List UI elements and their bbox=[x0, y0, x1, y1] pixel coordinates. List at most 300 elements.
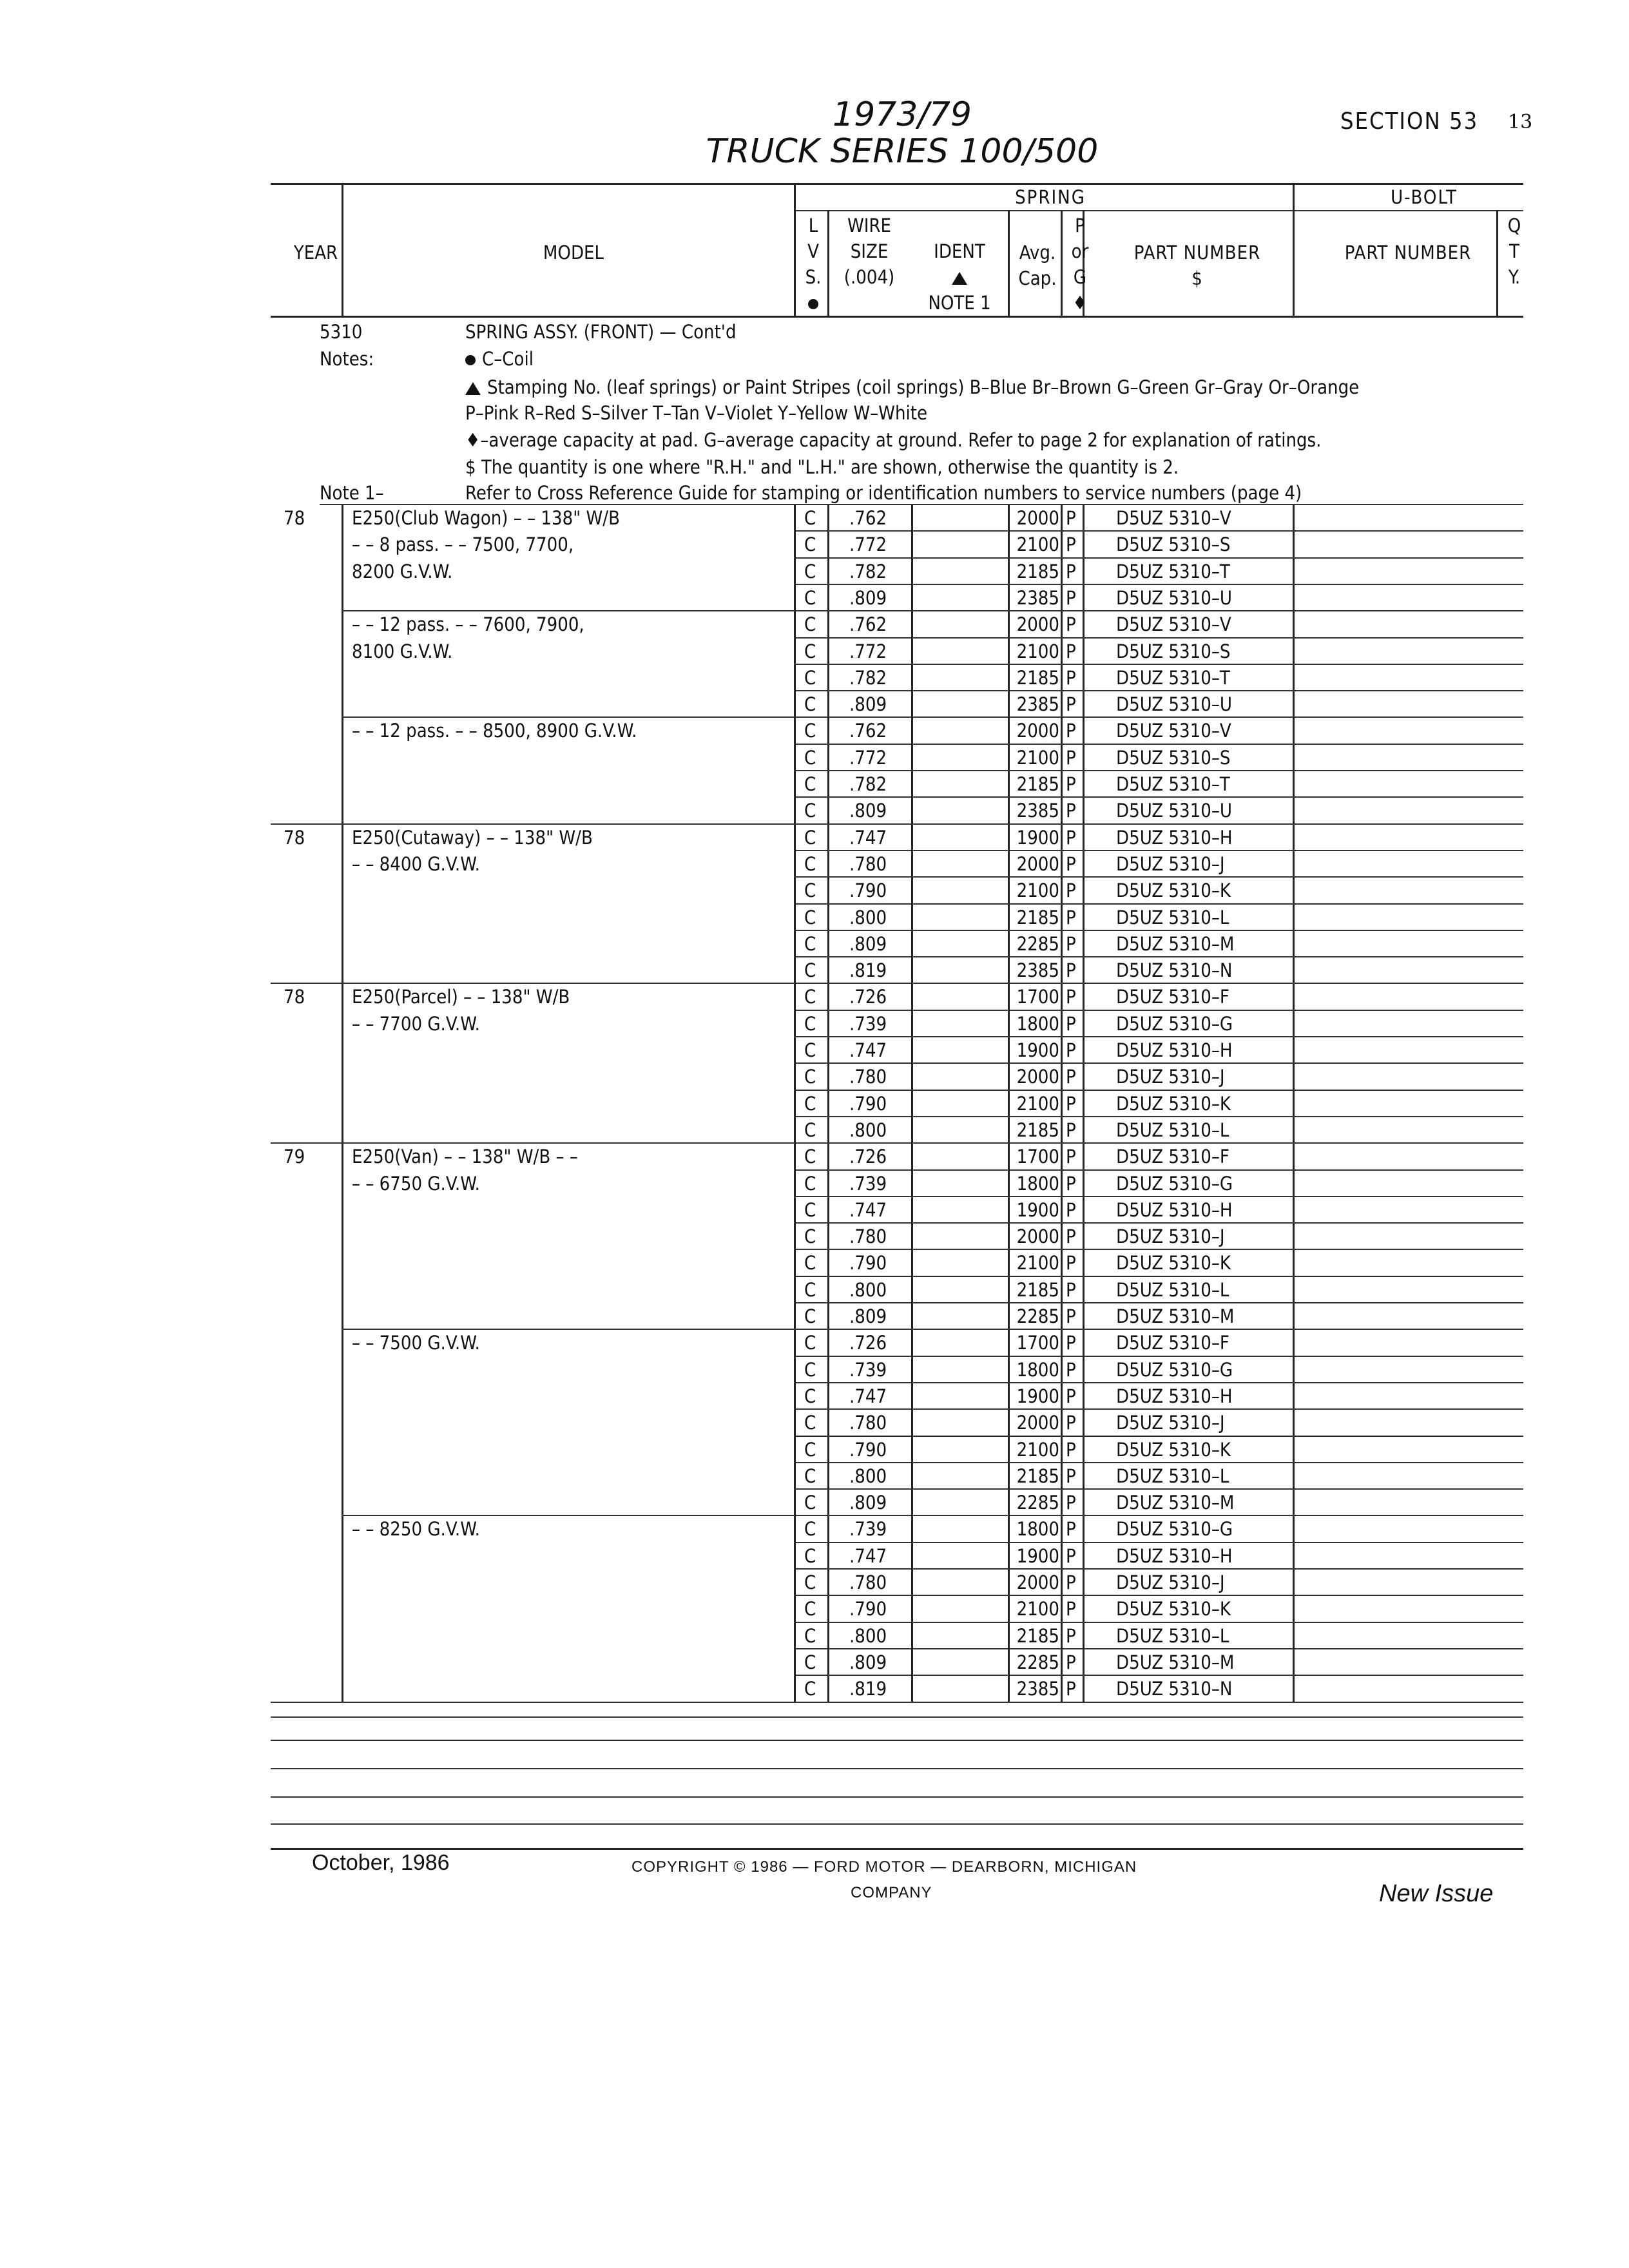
group-model-line: – – 8250 G.V.W. bbox=[352, 1518, 480, 1541]
row-avg-cap: 2385 bbox=[1016, 959, 1059, 982]
row-spring-part-number: D5UZ 5310–V bbox=[1116, 720, 1231, 742]
row-wire-size: .762 bbox=[849, 720, 887, 742]
body-model-lvs-divider bbox=[794, 505, 796, 1703]
row-wire-size: .747 bbox=[849, 1385, 887, 1407]
row-wire-size: .780 bbox=[849, 1066, 887, 1088]
row-spring-part-number: D5UZ 5310–K bbox=[1116, 1252, 1231, 1274]
group-year: 79 bbox=[284, 1146, 305, 1168]
group-model-line: E250(Van) – – 138" W/B – – bbox=[352, 1146, 578, 1168]
row-spring-part-number: D5UZ 5310–K bbox=[1116, 879, 1231, 902]
row-spring-part-number: D5UZ 5310–M bbox=[1116, 1492, 1235, 1514]
row-p-or-g: P bbox=[1066, 852, 1076, 875]
row-spring-part-number: D5UZ 5310–H bbox=[1116, 1039, 1233, 1061]
group-model-line: – – 12 pass. – – 8500, 8900 G.V.W. bbox=[352, 720, 637, 742]
row-lvs: C bbox=[804, 693, 816, 716]
row-avg-cap: 1900 bbox=[1016, 1198, 1059, 1221]
group-model-line: – – 7700 G.V.W. bbox=[352, 1012, 480, 1035]
col-header-p-or-g bbox=[1067, 213, 1093, 316]
row-spring-part-number: D5UZ 5310–H bbox=[1116, 1385, 1233, 1407]
row-spring-part-number: D5UZ 5310–H bbox=[1116, 1544, 1233, 1567]
note-colors: P–Pink R–Red S–Silver T–Tan V–Violet Y–Yellow W–White bbox=[465, 402, 928, 424]
row-lvs: C bbox=[804, 1066, 816, 1088]
row-wire-size: .726 bbox=[849, 986, 887, 1008]
row-p-or-g: P bbox=[1066, 1412, 1076, 1434]
row-p-or-g: P bbox=[1066, 1598, 1076, 1620]
row-p-or-g: P bbox=[1066, 959, 1076, 982]
row-p-or-g: P bbox=[1066, 1385, 1076, 1407]
row-avg-cap: 2100 bbox=[1016, 1092, 1059, 1115]
row-spring-part-number: D5UZ 5310–S bbox=[1116, 746, 1231, 769]
document-title-series: TRUCK SERIES 100/500 bbox=[706, 132, 1099, 171]
row-p-or-g: P bbox=[1066, 1225, 1076, 1248]
row-lvs: C bbox=[804, 720, 816, 742]
diamond-icon: ♦ bbox=[1072, 292, 1088, 314]
row-spring-part-number: D5UZ 5310–H bbox=[1116, 826, 1233, 849]
row-avg-cap: 1900 bbox=[1016, 1544, 1059, 1567]
row-wire-size: .790 bbox=[849, 1092, 887, 1115]
row-avg-cap: 2185 bbox=[1016, 1278, 1059, 1301]
wire-line-3: (.004) bbox=[843, 266, 895, 288]
row-p-or-g: P bbox=[1066, 879, 1076, 902]
footer-rule bbox=[271, 1848, 1523, 1850]
row-spring-part-number: D5UZ 5310–N bbox=[1116, 959, 1233, 982]
row-lvs: C bbox=[804, 1544, 816, 1567]
footer-company: COMPANY bbox=[851, 1884, 932, 1901]
row-avg-cap: 2185 bbox=[1016, 906, 1059, 928]
row-wire-size: .772 bbox=[849, 746, 887, 769]
row-p-or-g: P bbox=[1066, 560, 1076, 582]
row-avg-cap: 2000 bbox=[1016, 507, 1059, 529]
row-avg-cap: 1700 bbox=[1016, 1332, 1059, 1354]
row-wire-size: .747 bbox=[849, 1198, 887, 1221]
qty-line-2: T bbox=[1509, 240, 1519, 262]
row-lvs: C bbox=[804, 1172, 816, 1195]
ident-line-1: IDENT bbox=[934, 240, 985, 262]
row-p-or-g: P bbox=[1066, 1571, 1076, 1593]
row-wire-size: .747 bbox=[849, 826, 887, 849]
stamping-triangle-icon bbox=[911, 264, 1008, 290]
row-spring-part-number: D5UZ 5310–F bbox=[1116, 1146, 1229, 1168]
row-lvs: C bbox=[804, 800, 816, 822]
row-wire-size: .780 bbox=[849, 1225, 887, 1248]
row-avg-cap: 1900 bbox=[1016, 1385, 1059, 1407]
row-lvs: C bbox=[804, 959, 816, 982]
row-wire-size: .809 bbox=[849, 932, 887, 955]
row-avg-cap: 2100 bbox=[1016, 746, 1059, 769]
row-wire-size: .747 bbox=[849, 1039, 887, 1061]
row-spring-part-number: D5UZ 5310–T bbox=[1116, 773, 1230, 795]
row-wire-size: .739 bbox=[849, 1358, 887, 1381]
row-spring-part-number: D5UZ 5310–V bbox=[1116, 507, 1231, 529]
row-p-or-g: P bbox=[1066, 613, 1076, 636]
row-spring-part-number: D5UZ 5310–U bbox=[1116, 693, 1232, 716]
group-code: 5310 bbox=[320, 321, 363, 343]
row-p-or-g: P bbox=[1066, 586, 1076, 609]
body-bottom-rule bbox=[271, 1702, 794, 1703]
row-lvs: C bbox=[804, 1305, 816, 1327]
page-number: 13 bbox=[1508, 111, 1533, 133]
col-header-ubolt: U-BOLT bbox=[1391, 186, 1458, 208]
group-model-line: E250(Cutaway) – – 138" W/B bbox=[352, 826, 593, 849]
ident-line-3: NOTE 1 bbox=[928, 292, 991, 314]
row-wire-size: .800 bbox=[849, 1624, 887, 1647]
row-spring-part-number: D5UZ 5310–G bbox=[1116, 1518, 1233, 1541]
col-header-ubolt-part: PART NUMBER bbox=[1344, 242, 1472, 264]
row-p-or-g: P bbox=[1066, 1119, 1076, 1141]
row-spring-part-number: D5UZ 5310–L bbox=[1116, 1278, 1229, 1301]
row-lvs: C bbox=[804, 932, 816, 955]
lvs-line-1: L bbox=[808, 215, 818, 236]
note-capacity: ♦–average capacity at pad. G–average capacity at ground. Refer to page 2 for explanation of ratings. bbox=[465, 429, 1322, 451]
row-wire-size: .800 bbox=[849, 1278, 887, 1301]
spring-part-line-2: $ bbox=[1191, 267, 1203, 289]
note1-text: Refer to Cross Reference Guide for stamping or identification numbers to service numbers (page 4) bbox=[465, 482, 1302, 504]
row-wire-size: .809 bbox=[849, 1305, 887, 1327]
row-lvs: C bbox=[804, 533, 816, 556]
row-lvs: C bbox=[804, 1012, 816, 1035]
row-lvs: C bbox=[804, 560, 816, 582]
row-lvs: C bbox=[804, 986, 816, 1008]
row-lvs: C bbox=[804, 507, 816, 529]
row-spring-part-number: D5UZ 5310–M bbox=[1116, 932, 1235, 955]
blank-line bbox=[271, 1768, 1523, 1769]
row-wire-size: .809 bbox=[849, 693, 887, 716]
row-lvs: C bbox=[804, 1385, 816, 1407]
blank-line bbox=[271, 1823, 1523, 1825]
row-p-or-g: P bbox=[1066, 1305, 1076, 1327]
col-header-spring: SPRING bbox=[1015, 186, 1086, 208]
note-stamping-text: Stamping No. (leaf springs) or Paint Stripes (coil springs) B–Blue Br–Brown G–Green Gr–Gray Or–Orange bbox=[487, 376, 1360, 398]
row-p-or-g: P bbox=[1066, 1172, 1076, 1195]
row-spring-part-number: D5UZ 5310–F bbox=[1116, 1332, 1229, 1354]
row-spring-part-number: D5UZ 5310–M bbox=[1116, 1305, 1235, 1327]
row-avg-cap: 2100 bbox=[1016, 1438, 1059, 1461]
row-avg-cap: 2000 bbox=[1016, 1571, 1059, 1593]
row-p-or-g: P bbox=[1066, 1544, 1076, 1567]
col-header-qty bbox=[1501, 213, 1527, 290]
row-p-or-g: P bbox=[1066, 1278, 1076, 1301]
wire-line-1: WIRE bbox=[847, 215, 892, 236]
group-year: 78 bbox=[284, 986, 305, 1008]
row-spring-part-number: D5UZ 5310–V bbox=[1116, 613, 1231, 636]
row-wire-size: .819 bbox=[849, 959, 887, 982]
coil-bullet-icon bbox=[799, 290, 827, 316]
row-p-or-g: P bbox=[1066, 1651, 1076, 1673]
avg-line-2: Cap. bbox=[1018, 267, 1057, 289]
row-avg-cap: 2000 bbox=[1016, 1225, 1059, 1248]
row-avg-cap: 2100 bbox=[1016, 879, 1059, 902]
row-p-or-g: P bbox=[1066, 1012, 1076, 1035]
row-p-or-g: P bbox=[1066, 932, 1076, 955]
header-sub-rule bbox=[794, 210, 1523, 211]
row-p-or-g: P bbox=[1066, 1518, 1076, 1541]
row-p-or-g: P bbox=[1066, 1066, 1076, 1088]
body-wire-ident-divider bbox=[911, 505, 913, 1703]
row-spring-part-number: D5UZ 5310–U bbox=[1116, 800, 1232, 822]
row-avg-cap: 2000 bbox=[1016, 613, 1059, 636]
row-wire-size: .780 bbox=[849, 852, 887, 875]
row-wire-size: .800 bbox=[849, 906, 887, 928]
row-avg-cap: 2100 bbox=[1016, 640, 1059, 662]
header-bottom-rule bbox=[271, 316, 1523, 318]
row-lvs: C bbox=[804, 1039, 816, 1061]
row-wire-size: .726 bbox=[849, 1332, 887, 1354]
row-avg-cap: 2185 bbox=[1016, 1624, 1059, 1647]
row-wire-size: .747 bbox=[849, 1544, 887, 1567]
row-avg-cap: 1900 bbox=[1016, 826, 1059, 849]
row-spring-part-number: D5UZ 5310–T bbox=[1116, 666, 1230, 689]
row-spring-part-number: D5UZ 5310–J bbox=[1116, 1571, 1225, 1593]
row-spring-part-number: D5UZ 5310–U bbox=[1116, 586, 1232, 609]
row-wire-size: .726 bbox=[849, 1146, 887, 1168]
row-wire-size: .800 bbox=[849, 1465, 887, 1487]
row-avg-cap: 2285 bbox=[1016, 1651, 1059, 1673]
row-avg-cap: 2100 bbox=[1016, 1598, 1059, 1620]
row-lvs: C bbox=[804, 852, 816, 875]
group-year: 78 bbox=[284, 507, 305, 529]
row-lvs: C bbox=[804, 1358, 816, 1381]
qty-line-1: Q bbox=[1507, 215, 1521, 236]
row-p-or-g: P bbox=[1066, 1438, 1076, 1461]
row-wire-size: .800 bbox=[849, 1119, 887, 1141]
row-wire-size: .772 bbox=[849, 533, 887, 556]
footer-copyright: COPYRIGHT © 1986 — FORD MOTOR — DEARBORN, MICHIGAN bbox=[631, 1858, 1137, 1876]
row-wire-size: .782 bbox=[849, 773, 887, 795]
body-part-ubolt-divider bbox=[1293, 505, 1295, 1703]
row-spring-part-number: D5UZ 5310–K bbox=[1116, 1598, 1231, 1620]
row-spring-part-number: D5UZ 5310–K bbox=[1116, 1092, 1231, 1115]
group-model-line: – – 8 pass. – – 7500, 7700, bbox=[352, 533, 574, 556]
row-spring-part-number: D5UZ 5310–J bbox=[1116, 1412, 1225, 1434]
note1-label: Note 1– bbox=[320, 482, 384, 504]
body-cap-pg-divider bbox=[1061, 505, 1063, 1703]
row-p-or-g: P bbox=[1066, 1358, 1076, 1381]
row-p-or-g: P bbox=[1066, 1252, 1076, 1274]
row-avg-cap: 1800 bbox=[1016, 1518, 1059, 1541]
row-avg-cap: 2000 bbox=[1016, 1412, 1059, 1434]
body-year-model-divider bbox=[342, 505, 343, 1703]
group-model-line: 8100 G.V.W. bbox=[352, 640, 453, 662]
col-header-ident bbox=[911, 238, 1008, 316]
row-wire-size: .739 bbox=[849, 1518, 887, 1541]
group-model-line: E250(Club Wagon) – – 138" W/B bbox=[352, 507, 620, 529]
row-wire-size: .762 bbox=[849, 613, 887, 636]
row-p-or-g: P bbox=[1066, 746, 1076, 769]
row-lvs: C bbox=[804, 1624, 816, 1647]
row-spring-part-number: D5UZ 5310–N bbox=[1116, 1678, 1233, 1700]
row-lvs: C bbox=[804, 586, 816, 609]
row-p-or-g: P bbox=[1066, 533, 1076, 556]
row-avg-cap: 2385 bbox=[1016, 693, 1059, 716]
row-p-or-g: P bbox=[1066, 1198, 1076, 1221]
row-wire-size: .762 bbox=[849, 507, 887, 529]
row-lvs: C bbox=[804, 826, 816, 849]
note-coil-text: C–Coil bbox=[482, 348, 534, 370]
row-rule bbox=[794, 1702, 1523, 1703]
row-avg-cap: 2185 bbox=[1016, 560, 1059, 582]
row-wire-size: .809 bbox=[849, 800, 887, 822]
row-p-or-g: P bbox=[1066, 507, 1076, 529]
row-lvs: C bbox=[804, 1438, 816, 1461]
row-spring-part-number: D5UZ 5310–S bbox=[1116, 640, 1231, 662]
group-year: 78 bbox=[284, 826, 305, 849]
row-wire-size: .809 bbox=[849, 1651, 887, 1673]
row-avg-cap: 2185 bbox=[1016, 1465, 1059, 1487]
row-lvs: C bbox=[804, 1465, 816, 1487]
group-title: SPRING ASSY. (FRONT) — Cont'd bbox=[465, 321, 737, 343]
row-avg-cap: 2385 bbox=[1016, 1678, 1059, 1700]
row-lvs: C bbox=[804, 1225, 816, 1248]
row-lvs: C bbox=[804, 1518, 816, 1541]
note-quantity: $ The quantity is one where "R.H." and "L.H." are shown, otherwise the quantity is 2. bbox=[465, 456, 1179, 478]
section-label: SECTION 53 bbox=[1340, 108, 1479, 135]
row-spring-part-number: D5UZ 5310–L bbox=[1116, 1465, 1229, 1487]
row-lvs: C bbox=[804, 1278, 816, 1301]
row-p-or-g: P bbox=[1066, 986, 1076, 1008]
row-avg-cap: 2000 bbox=[1016, 720, 1059, 742]
row-wire-size: .790 bbox=[849, 1438, 887, 1461]
row-wire-size: .782 bbox=[849, 560, 887, 582]
row-avg-cap: 2385 bbox=[1016, 800, 1059, 822]
stamping-triangle-icon bbox=[465, 382, 481, 395]
blank-line bbox=[271, 1796, 1523, 1798]
row-p-or-g: P bbox=[1066, 826, 1076, 849]
body-pg-part-divider bbox=[1083, 505, 1084, 1703]
row-avg-cap: 2285 bbox=[1016, 1305, 1059, 1327]
lvs-line-3: S. bbox=[805, 266, 822, 288]
row-p-or-g: P bbox=[1066, 1678, 1076, 1700]
row-lvs: C bbox=[804, 1332, 816, 1354]
row-avg-cap: 1700 bbox=[1016, 986, 1059, 1008]
row-spring-part-number: D5UZ 5310–G bbox=[1116, 1172, 1233, 1195]
row-p-or-g: P bbox=[1066, 720, 1076, 742]
row-lvs: C bbox=[804, 1198, 816, 1221]
row-lvs: C bbox=[804, 906, 816, 928]
row-spring-part-number: D5UZ 5310–J bbox=[1116, 852, 1225, 875]
porg-line-1: P bbox=[1075, 215, 1085, 236]
row-avg-cap: 1800 bbox=[1016, 1358, 1059, 1381]
row-avg-cap: 2385 bbox=[1016, 586, 1059, 609]
row-lvs: C bbox=[804, 1252, 816, 1274]
wire-line-2: SIZE bbox=[850, 240, 889, 262]
row-lvs: C bbox=[804, 746, 816, 769]
row-avg-cap: 2185 bbox=[1016, 773, 1059, 795]
porg-line-3: G bbox=[1073, 266, 1087, 288]
note-coil bbox=[465, 345, 534, 372]
row-avg-cap: 1900 bbox=[1016, 1039, 1059, 1061]
row-p-or-g: P bbox=[1066, 666, 1076, 689]
col-header-year: YEAR bbox=[293, 242, 338, 264]
row-lvs: C bbox=[804, 1146, 816, 1168]
row-p-or-g: P bbox=[1066, 1092, 1076, 1115]
blank-line bbox=[271, 1740, 1523, 1741]
row-spring-part-number: D5UZ 5310–L bbox=[1116, 1119, 1229, 1141]
row-p-or-g: P bbox=[1066, 906, 1076, 928]
row-avg-cap: 2000 bbox=[1016, 852, 1059, 875]
porg-line-2: or bbox=[1071, 240, 1089, 262]
row-lvs: C bbox=[804, 1492, 816, 1514]
row-spring-part-number: D5UZ 5310–H bbox=[1116, 1198, 1233, 1221]
row-spring-part-number: D5UZ 5310–M bbox=[1116, 1651, 1235, 1673]
group-model-line: – – 12 pass. – – 7600, 7900, bbox=[352, 613, 584, 636]
spring-part-line-1: PART NUMBER bbox=[1133, 242, 1261, 264]
row-lvs: C bbox=[804, 1571, 816, 1593]
row-avg-cap: 2000 bbox=[1016, 1066, 1059, 1088]
col-header-lvs bbox=[799, 213, 827, 316]
row-lvs: C bbox=[804, 1678, 816, 1700]
coil-bullet-icon bbox=[465, 355, 476, 365]
body-lvs-wire-divider bbox=[827, 505, 829, 1703]
row-wire-size: .782 bbox=[849, 666, 887, 689]
group-model-line: – – 8400 G.V.W. bbox=[352, 852, 480, 875]
row-spring-part-number: D5UZ 5310–K bbox=[1116, 1438, 1231, 1461]
col-header-wire bbox=[827, 213, 911, 290]
row-avg-cap: 2285 bbox=[1016, 1492, 1059, 1514]
col-header-avg-cap bbox=[1008, 240, 1067, 291]
group-model-line: – – 7500 G.V.W. bbox=[352, 1332, 480, 1354]
col-header-spring-part bbox=[1093, 240, 1302, 291]
row-avg-cap: 1800 bbox=[1016, 1012, 1059, 1035]
avg-line-1: Avg. bbox=[1019, 242, 1056, 264]
row-wire-size: .790 bbox=[849, 1598, 887, 1620]
col-header-model: MODEL bbox=[543, 242, 604, 264]
row-avg-cap: 2100 bbox=[1016, 1252, 1059, 1274]
row-avg-cap: 2285 bbox=[1016, 932, 1059, 955]
row-p-or-g: P bbox=[1066, 800, 1076, 822]
row-lvs: C bbox=[804, 666, 816, 689]
row-wire-size: .790 bbox=[849, 879, 887, 902]
row-p-or-g: P bbox=[1066, 1465, 1076, 1487]
row-lvs: C bbox=[804, 1119, 816, 1141]
row-wire-size: .819 bbox=[849, 1678, 887, 1700]
row-spring-part-number: D5UZ 5310–J bbox=[1116, 1066, 1225, 1088]
group-model-line: E250(Parcel) – – 138" W/B bbox=[352, 986, 570, 1008]
row-lvs: C bbox=[804, 1651, 816, 1673]
row-lvs: C bbox=[804, 613, 816, 636]
row-spring-part-number: D5UZ 5310–F bbox=[1116, 986, 1229, 1008]
notes-label: Notes: bbox=[320, 348, 374, 370]
lvs-line-2: V bbox=[807, 240, 819, 262]
row-p-or-g: P bbox=[1066, 693, 1076, 716]
row-avg-cap: 2185 bbox=[1016, 1119, 1059, 1141]
row-avg-cap: 2100 bbox=[1016, 533, 1059, 556]
row-spring-part-number: D5UZ 5310–J bbox=[1116, 1225, 1225, 1248]
row-wire-size: .772 bbox=[849, 640, 887, 662]
group-model-line: – – 6750 G.V.W. bbox=[352, 1172, 480, 1195]
row-p-or-g: P bbox=[1066, 1039, 1076, 1061]
note-stamping bbox=[465, 374, 1359, 401]
row-spring-part-number: D5UZ 5310–G bbox=[1116, 1012, 1233, 1035]
document-title-years: 1973/79 bbox=[832, 95, 972, 134]
row-p-or-g: P bbox=[1066, 773, 1076, 795]
row-spring-part-number: D5UZ 5310–S bbox=[1116, 533, 1231, 556]
row-wire-size: .739 bbox=[849, 1172, 887, 1195]
row-spring-part-number: D5UZ 5310–G bbox=[1116, 1358, 1233, 1381]
row-wire-size: .780 bbox=[849, 1571, 887, 1593]
row-p-or-g: P bbox=[1066, 1624, 1076, 1647]
row-spring-part-number: D5UZ 5310–L bbox=[1116, 906, 1229, 928]
row-wire-size: .809 bbox=[849, 1492, 887, 1514]
row-lvs: C bbox=[804, 879, 816, 902]
qty-line-3: Y. bbox=[1508, 266, 1521, 288]
row-spring-part-number: D5UZ 5310–T bbox=[1116, 560, 1230, 582]
row-lvs: C bbox=[804, 640, 816, 662]
row-spring-part-number: D5UZ 5310–L bbox=[1116, 1624, 1229, 1647]
row-p-or-g: P bbox=[1066, 1146, 1076, 1168]
row-p-or-g: P bbox=[1066, 1492, 1076, 1514]
footer-issue: New Issue bbox=[1379, 1880, 1494, 1907]
row-p-or-g: P bbox=[1066, 640, 1076, 662]
